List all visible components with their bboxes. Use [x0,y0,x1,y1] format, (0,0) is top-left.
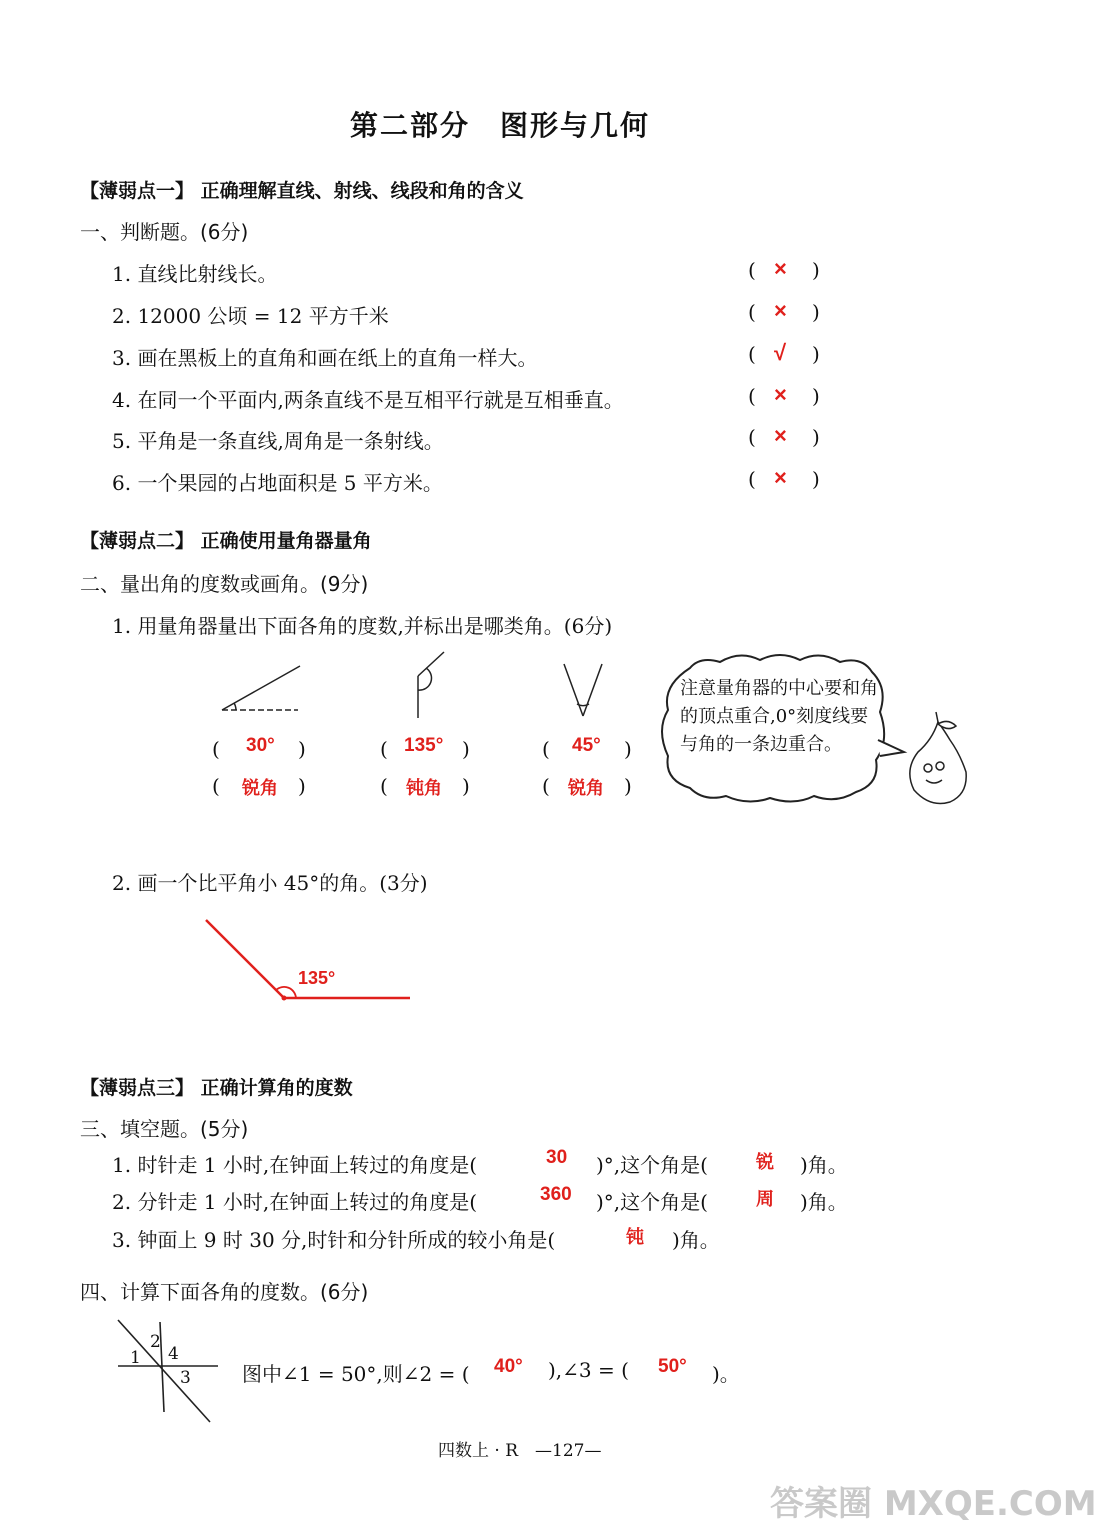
angle-degree-1: 30° [246,735,275,756]
bracket-right: ) [462,774,470,798]
bracket-right: ) [624,774,632,798]
fill-q1-answer-b: 锐 [756,1152,774,1172]
section-3-heading: 三、填空题。(5分) [80,1117,249,1141]
fill-q1-answer-a: 30 [546,1147,568,1168]
fill-q3-part-a: 3. 钟面上 9 时 30 分,时针和分针所成的较小角是( [112,1228,556,1252]
page-title: 第二部分 图形与几何 [349,109,650,142]
weak-point-3: 【薄弱点三】 正确计算角的度数 [80,1077,353,1099]
pear-mascot-icon [910,712,966,804]
calc-answer-1: 40° [494,1356,523,1377]
angle-degree-3: 45° [572,735,601,756]
measure-question: 1. 用量角器量出下面各角的度数,并标出是哪类角。(6分) [112,614,613,638]
watermark: 答案圈 MXQE.COM [770,1484,1097,1524]
bubble-tail [878,740,904,756]
angle-type-2: 钝角 [406,778,442,798]
section-1-heading: 一、判断题。(6分) [80,220,249,244]
page-footer: 四数上 · R —127— [438,1441,602,1461]
bracket-right: ) [812,384,820,408]
weak-point-1: 【薄弱点一】 正确理解直线、射线、线段和角的含义 [80,180,524,202]
fill-q3-answer: 钝 [626,1227,644,1247]
angle-label-1: 1 [130,1348,141,1368]
bracket-right: ) [298,737,306,761]
bracket-right: ) [298,774,306,798]
fill-q2-answer-a: 360 [540,1184,572,1205]
angle-figure-45 [564,664,602,716]
judge-item-3: 3. 画在黑板上的直角和画在纸上的直角一样大。 [112,346,538,370]
judge-answer-3: √ [774,340,787,365]
fill-q2-part-b: )°,这个角是( [596,1190,708,1214]
intersecting-lines-figure [118,1320,218,1422]
angle-figure-135 [418,652,444,718]
calc-text-c: )。 [712,1362,740,1386]
angle-vertex-dot [282,996,287,1001]
bracket-left: ( [212,774,220,798]
angle-degree-2: 135° [404,735,444,756]
judge-answer-4: × [774,382,787,407]
judge-item-2: 2. 12000 公顷 = 12 平方千米 [112,304,389,328]
fill-q2-part-a: 2. 分针走 1 小时,在钟面上转过的角度是( [112,1190,478,1214]
bracket-left: ( [380,737,388,761]
judge-item-5: 5. 平角是一条直线,周角是一条射线。 [112,429,444,453]
judge-item-1: 1. 直线比射线长。 [112,262,278,286]
bracket-right: ) [624,737,632,761]
judge-item-6: 6. 一个果园的占地面积是 5 平方米。 [112,471,443,495]
bracket-right: ) [812,467,820,491]
tip-text: 注意量角器的中心要和角的顶点重合,0°刻度线要与角的一条边重合。 [680,678,878,755]
angle-label-3: 3 [180,1368,191,1388]
calc-answer-2: 50° [658,1356,687,1377]
angle-figure-30 [222,666,300,710]
fill-q1-part-b: )°,这个角是( [596,1153,708,1177]
angle-label-4: 4 [168,1344,179,1364]
fill-q1-part-c: )角。 [800,1153,848,1177]
bracket-left: ( [748,384,756,408]
bracket-right: ) [812,342,820,366]
angle-type-3: 锐角 [568,778,604,798]
bracket-right: ) [812,300,820,324]
bracket-left: ( [748,467,756,491]
angle-type-1: 锐角 [242,778,278,798]
section-4-heading: 四、计算下面各角的度数。(6分) [80,1280,369,1304]
draw-question: 2. 画一个比平角小 45°的角。(3分) [112,871,428,895]
bracket-left: ( [748,258,756,282]
bracket-right: ) [812,425,820,449]
angle-label-2: 2 [150,1332,161,1352]
bracket-left: ( [380,774,388,798]
bracket-right: ) [462,737,470,761]
judge-answer-2: × [774,298,787,323]
bracket-right: ) [812,258,820,282]
fill-q2-part-c: )角。 [800,1190,848,1214]
bracket-left: ( [748,425,756,449]
fill-q1-part-a: 1. 时针走 1 小时,在钟面上转过的角度是( [112,1153,478,1177]
section-2-heading: 二、量出角的度数或画角。(9分) [80,572,369,596]
judge-answer-5: × [774,423,787,448]
bracket-left: ( [542,737,550,761]
judge-answer-1: × [774,256,787,281]
calc-text-b: ),∠3 = ( [548,1358,629,1382]
bracket-left: ( [212,737,220,761]
fill-q2-answer-b: 周 [756,1189,774,1209]
drawn-angle-label: 135° [298,968,336,988]
bracket-left: ( [748,300,756,324]
bracket-left: ( [542,774,550,798]
judge-item-4: 4. 在同一个平面内,两条直线不是互相平行就是互相垂直。 [112,388,624,412]
judge-answer-6: × [774,465,787,490]
bracket-left: ( [748,342,756,366]
weak-point-2: 【薄弱点二】 正确使用量角器量角 [80,530,372,552]
calc-text-a: 图中∠1 = 50°,则∠2 = ( [242,1362,470,1386]
fill-q3-part-b: )角。 [672,1228,720,1252]
